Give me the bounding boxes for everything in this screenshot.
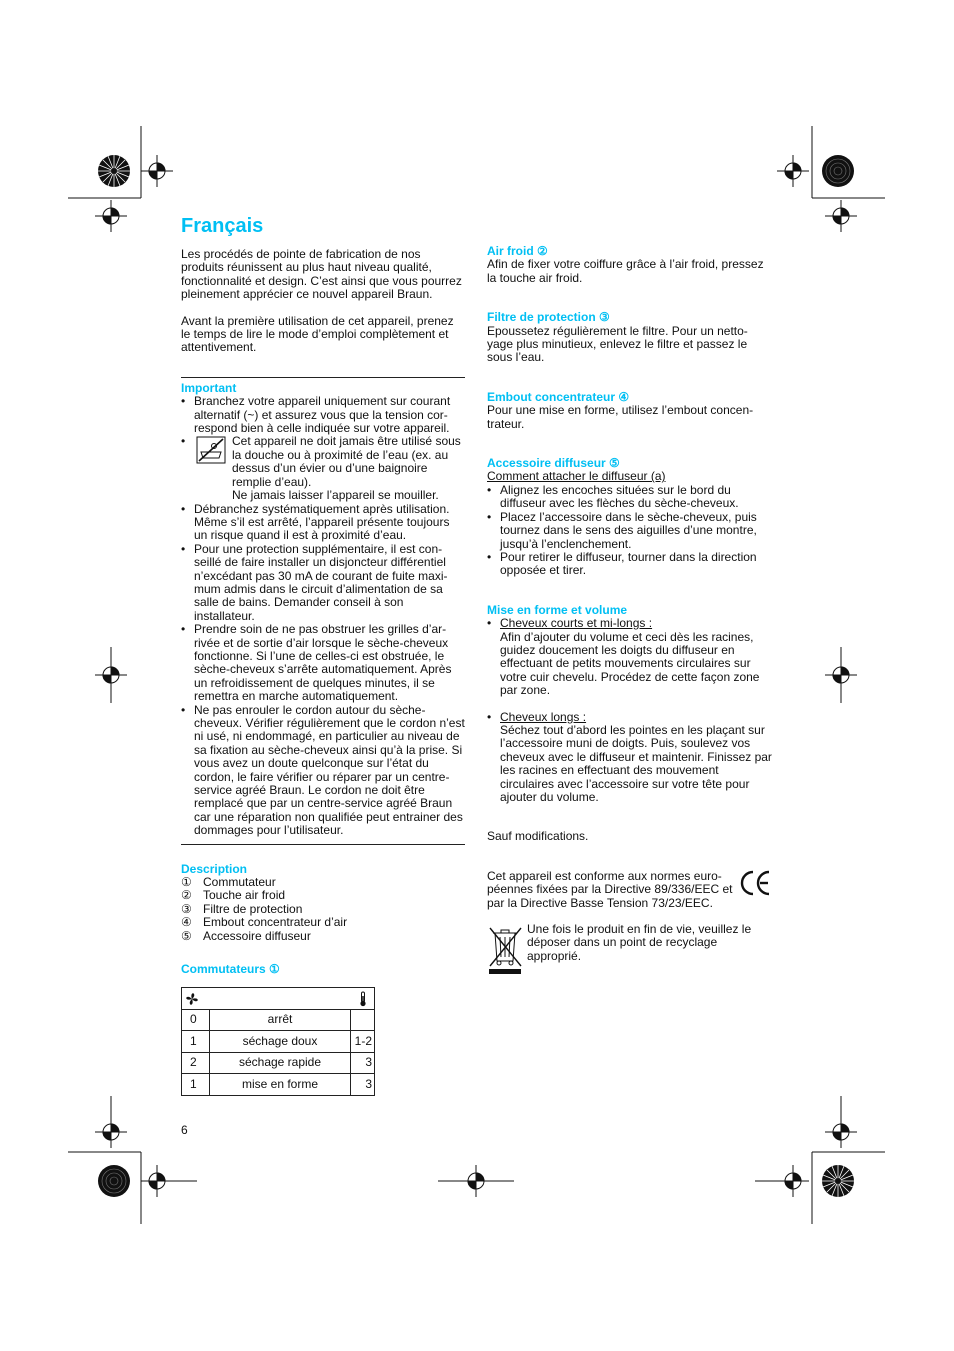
weee-bin-icon: [487, 923, 527, 975]
table-header-row: [182, 987, 375, 1009]
important-item-1: • Branchez votre appareil uniquement sur courant alternatif (~) et assurez vous que la tension cor-respond bien à celle indiquée sur votre appareil.: [181, 395, 465, 435]
diffuseur-heading: Accessoire diffuseur ⑤: [487, 456, 620, 471]
embout-text: Pour une mise en forme, utilisez l’embout concen-trateur.: [487, 403, 754, 431]
thermometer-icon: [358, 991, 368, 1007]
left-column: [181, 214, 465, 1096]
switches-table: [181, 987, 375, 1096]
important-section: [181, 377, 465, 845]
important-item-2: [181, 435, 465, 502]
no-bathtub-icon: [194, 435, 232, 465]
short-hair-text: Afin d’ajouter du volume et ceci dès les racines, guidez doucement les doigts du diffuseur en effectuant de petits mouvements circulaires sur votre cuir chevelu. Procédez de cette façon zone par zone.: [500, 629, 760, 698]
mise-en-forme-heading: Mise en forme et volume: [487, 602, 628, 617]
ce-mark-icon: [740, 868, 772, 901]
ce-mark-logo: [740, 868, 772, 898]
table-row: 1 mise en forme 3: [182, 1074, 375, 1096]
filtre-heading: Filtre de protection ③: [487, 310, 610, 325]
recycling-text: Une fois le produit en fin de vie, veuillez le déposer dans un point de recyclage approprié.: [527, 922, 752, 963]
filtre-text: Epoussetez régulièrement le filtre. Pour un netto-yage plus minutieux, enlevez le filtre et passez le sous l’eau.: [487, 323, 748, 365]
long-hair-item: [487, 711, 772, 805]
description-item: ③ Filtre de protection: [181, 901, 303, 916]
description-item: ⑤ Accessoire diffuseur: [181, 928, 311, 943]
intro-paragraph-2: Avant la première utilisation de cet appareil, prenez le temps de lire le mode d’emploi complètement et attentivement.: [181, 313, 454, 355]
important-item-2-text: • Cet appareil ne doit jamais être utilisé sous la douche ou à proximité de l’eau (ex. au dessus d’un évier ou d’une baignoire remplie d’eau).: [232, 434, 461, 489]
long-hair-text: Séchez tout d’abord les pointes en les plaçant sur l’accessoire muni de doigts. Puis, soulevez vos cheveux avec le diffuseur et maintenir. Finissez par les racines en effectuant des mouvement circulaires avec l’accessoire sur votre tête pour ajouter du volume.: [500, 722, 772, 804]
short-hair-item: [487, 617, 772, 697]
air-froid-heading: Air froid ②: [487, 244, 548, 258]
embout-heading: Embout concentrateur ④: [487, 389, 630, 404]
short-hair-title: • Cheveux courts et mi-longs :: [500, 616, 653, 631]
important-item-4: • Pour une protection supplémentaire, il est con-seillé de faire installer un disjoncteur différentiel n’excédant pas 30 mA de courant de fuite maxi-mum admis dans le circuit d’alimentation de sa salle de bains. Demander conseil à son installateur.: [181, 543, 465, 623]
intro-paragraph-1: Les procédés de pointe de fabrication de nos produits réunissent au plus haut niveau qualité, fonctionnalité et design. C’est ainsi que vous pourrez pleinement apprécier ce nouvel appareil Braun.: [181, 247, 462, 302]
air-froid-text: Afin de fixer votre coiffure grâce à l’air froid, pressez la touche air froid.: [487, 257, 764, 285]
description-item: ④ Embout concentrateur d’air: [181, 915, 348, 930]
description-list: [181, 876, 465, 943]
page-number: 6: [181, 1123, 188, 1137]
important-item-3: • Débranchez systématiquement après utilisation. Même s’il est arrêté, l’appareil présente toujours un risque quand il est à proximité d’eau.: [181, 503, 465, 543]
diffuseur-item-2: • Placez l’accessoire dans le sèche-cheveux, puis tournez dans le sens des aiguilles d’une montre, jusqu’à l’enclenchement.: [487, 511, 772, 551]
diffuseur-item-1: • Alignez les encoches situées sur le bord du diffuseur avec les flèches du sèche-cheveux.: [487, 484, 772, 511]
important-item-2-extra: Ne jamais laisser l’appareil se mouiller.: [232, 488, 439, 503]
table-row: 2 séchage rapide 3: [182, 1052, 375, 1074]
diffuseur-subtitle: Comment attacher le diffuseur (a): [487, 469, 666, 484]
description-item: ② Touche air froid: [181, 888, 286, 903]
important-heading: Important: [181, 380, 237, 395]
right-column: [487, 245, 772, 975]
description-item: ① Commutateur: [181, 875, 276, 890]
important-item-6: • Ne pas enrouler le cordon autour du sèche-cheveux. Vérifier régulièrement que le cordon n’est ni usé, ni endommagé, en particulier au niveau de sa fixation au sèche-cheveux ainsi qu’à la prise. Si vous avez un doute quelconque sur l’état du cordon, le faire vérifier ou réparer par un centre-service agréé Braun. Le cordon ne doit être remplacé que par un centre-service agréé Braun car une réparation non qualifiée peut entrainer des dommages pour l’utilisateur.: [181, 704, 465, 838]
long-hair-title: • Cheveux longs :: [500, 709, 587, 724]
description-heading: Description: [181, 861, 248, 876]
table-row: 1 séchage doux 1-2: [182, 1031, 375, 1053]
switches-heading: Commutateurs ①: [181, 962, 280, 977]
table-row: 0 arrêt: [182, 1009, 375, 1031]
page-title: Français: [181, 215, 264, 237]
sauf-modifications: Sauf modifications.: [487, 829, 589, 844]
important-item-5: • Prendre soin de ne pas obstruer les grilles d’ar-rivée et de sortie d’air lorsque le sèche-cheveux fonctionne. Si l’une de celles-ci est obstruée, le sèche-cheveux s’arrête automatiquement. Après un refroidissement de quelques minutes, il se remettra en marche automatiquement.: [181, 623, 465, 703]
fan-icon: [185, 992, 199, 1006]
conformity-text: Cet appareil est conforme aux normes euro-péennes fixées par la Directive 89/336/EEC et par la Directive Basse Tension 73/23/EEC.: [487, 868, 733, 910]
diffuseur-item-3: • Pour retirer le diffuseur, tourner dans la direction opposée et tirer.: [487, 551, 772, 578]
